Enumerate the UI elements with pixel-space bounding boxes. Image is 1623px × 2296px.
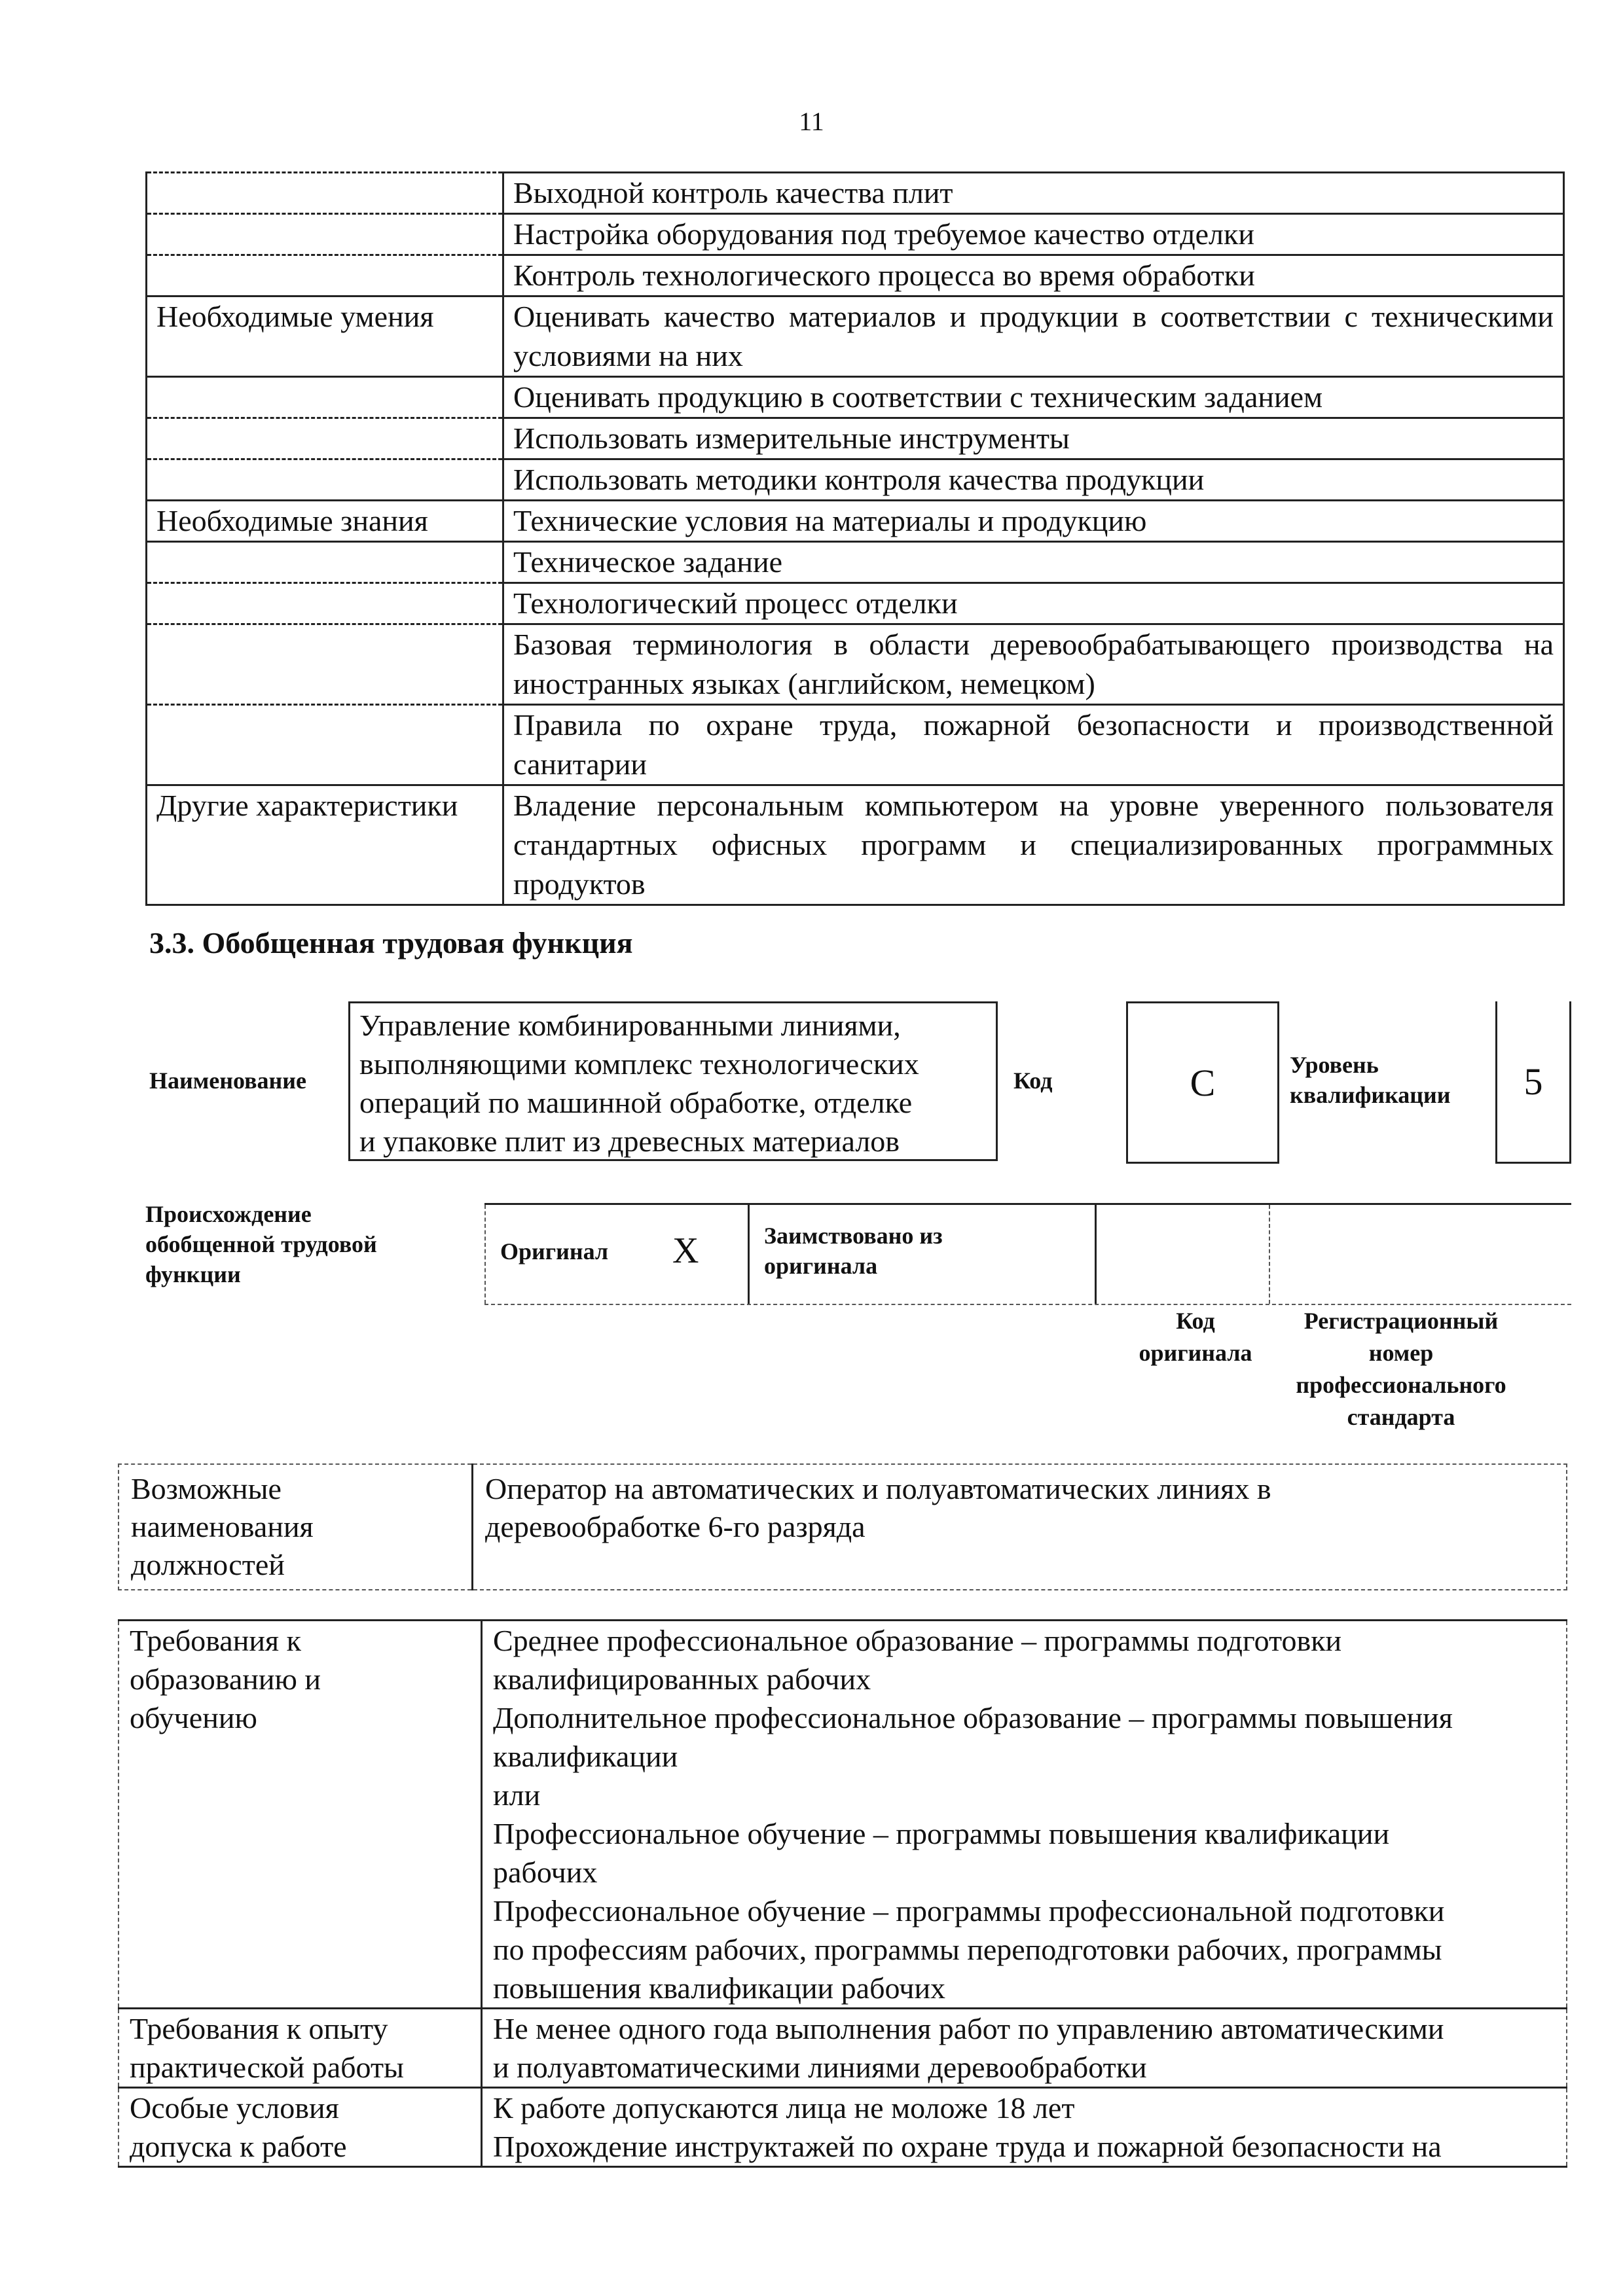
value-line: Среднее профессиональное образование – программы подготовки <box>493 1624 1342 1657</box>
caption-line: Регистрационный <box>1304 1308 1499 1334</box>
function-name-line: выполняющими комплекс технологических <box>359 1047 919 1081</box>
function-name-line: Управление комбинированными линиями, <box>359 1009 901 1042</box>
job-titles-label <box>119 1464 473 1590</box>
row-label: Необходимые знания <box>147 501 503 542</box>
caption-line: оригинала <box>1139 1340 1252 1366</box>
row-value: Выходной контроль качества плит <box>503 173 1564 214</box>
page-number: 11 <box>799 107 824 136</box>
row-value: Правила по охране труда, пожарной безопасности и производственной санитарии <box>503 705 1564 785</box>
borrowed-label-line: оригинала <box>764 1253 878 1279</box>
row-value: Владение персональным компьютером на уровне уверенного пользователя стандартных офисных программ и специализированных программных продуктов <box>503 785 1564 905</box>
caption-line: профессионального <box>1296 1372 1506 1398</box>
name-label: Наименование <box>149 1067 306 1094</box>
code-label: Код <box>1013 1067 1053 1094</box>
table-row <box>147 501 1564 542</box>
requirement-label <box>119 1621 482 2009</box>
table-row <box>147 377 1564 418</box>
registration-number-caption <box>1264 1305 1539 1433</box>
row-label <box>147 173 503 214</box>
origin-label-line: обобщенной трудовой <box>145 1231 377 1257</box>
value-line: Профессиональное обучение – программы повышения квалификации <box>493 1817 1390 1850</box>
original-label: Оригинал <box>500 1238 609 1265</box>
job-titles-table <box>118 1463 1567 1590</box>
value-line: рабочих <box>493 1856 598 1889</box>
row-label: Другие характеристики <box>147 785 503 905</box>
value-line: К работе допускаются лица не моложе 18 лет <box>493 2091 1075 2125</box>
job-titles-value <box>473 1464 1567 1590</box>
label-line: допуска к работе <box>130 2130 347 2163</box>
skills-knowledge-table <box>145 171 1565 906</box>
value-line: квалификации <box>493 1740 678 1773</box>
label-line: должностей <box>131 1548 285 1581</box>
requirement-value <box>482 2088 1567 2167</box>
function-name-line: операций по машинной обработке, отделке <box>359 1086 913 1119</box>
table-row <box>147 624 1564 705</box>
original-code-cell <box>1097 1205 1270 1304</box>
caption-line: стандарта <box>1347 1404 1455 1430</box>
value-line: деревообработке 6-го разряда <box>485 1510 866 1543</box>
label-line: образованию и <box>130 1662 321 1696</box>
original-cell <box>484 1205 750 1304</box>
requirement-value <box>482 1621 1567 2009</box>
level-label <box>1290 1050 1451 1110</box>
value-line: по профессиям рабочих, программы переподготовки рабочих, программы <box>493 1933 1442 1966</box>
row-label <box>147 418 503 459</box>
table-row <box>147 542 1564 583</box>
row-value: Оценивать продукцию в соответствии с техническим заданием <box>503 377 1564 418</box>
value-line: Прохождение инструктажей по охране труда и пожарной безопасности на <box>493 2130 1442 2163</box>
table-row <box>119 2088 1567 2167</box>
origin-label-line: Происхождение <box>145 1201 312 1227</box>
label-line: практической работы <box>130 2051 404 2084</box>
label-line: наименования <box>131 1510 314 1543</box>
row-value: Настройка оборудования под требуемое качество отделки <box>503 214 1564 255</box>
original-mark: X <box>672 1230 699 1271</box>
row-label <box>147 459 503 501</box>
requirement-label <box>119 2009 482 2088</box>
value-line: повышения квалификации рабочих <box>493 1971 946 2005</box>
table-row <box>147 418 1564 459</box>
row-label <box>147 255 503 296</box>
level-label-line: Уровень <box>1290 1052 1379 1078</box>
origin-row <box>484 1203 1571 1305</box>
origin-label-line: функции <box>145 1261 241 1287</box>
origin-label <box>145 1199 377 1289</box>
row-label <box>147 583 503 624</box>
row-label <box>147 705 503 785</box>
caption-line: номер <box>1368 1340 1434 1366</box>
row-value: Оценивать качество материалов и продукции в соответствии с техническими условиями на них <box>503 296 1564 377</box>
level-label-line: квалификации <box>1290 1082 1451 1108</box>
function-name-line: и упаковке плит из древесных материалов <box>359 1124 900 1158</box>
row-label <box>147 624 503 705</box>
label-line: Требования к <box>130 1624 301 1657</box>
row-label <box>147 542 503 583</box>
row-value: Техническое задание <box>503 542 1564 583</box>
value-line: Профессиональное обучение – программы профессиональной подготовки <box>493 1894 1445 1928</box>
label-line: обучению <box>130 1701 257 1734</box>
row-value: Использовать методики контроля качества продукции <box>503 459 1564 501</box>
value-line: и полуавтоматическими линиями деревообработки <box>493 2051 1147 2084</box>
value-line: Дополнительное профессиональное образование – программы повышения <box>493 1701 1453 1734</box>
value-line: квалифицированных рабочих <box>493 1662 871 1696</box>
borrowed-label-line: Заимствовано из <box>764 1223 943 1249</box>
borrowed-label <box>764 1221 943 1281</box>
requirements-table <box>118 1619 1567 2168</box>
registration-number-cell <box>1270 1205 1571 1304</box>
level-value-box: 5 <box>1495 1001 1571 1164</box>
table-row <box>147 785 1564 905</box>
table-row <box>147 459 1564 501</box>
row-label <box>147 377 503 418</box>
row-value: Технические условия на материалы и продукцию <box>503 501 1564 542</box>
label-line: Требования к опыту <box>130 2012 388 2045</box>
code-value-box: C <box>1126 1001 1279 1164</box>
table-row <box>147 255 1564 296</box>
row-label: Необходимые умения <box>147 296 503 377</box>
requirement-value <box>482 2009 1567 2088</box>
row-value: Использовать измерительные инструменты <box>503 418 1564 459</box>
row-value: Технологический процесс отделки <box>503 583 1564 624</box>
table-row <box>147 583 1564 624</box>
table-row <box>119 1464 1567 1590</box>
table-row <box>147 296 1564 377</box>
label-line: Особые условия <box>130 2091 339 2125</box>
table-row <box>147 214 1564 255</box>
table-row <box>119 1621 1567 2009</box>
section-heading: 3.3. Обобщенная трудовая функция <box>149 926 633 960</box>
value-line: Оператор на автоматических и полуавтоматических линиях в <box>485 1472 1271 1505</box>
label-line: Возможные <box>131 1472 282 1505</box>
row-value: Контроль технологического процесса во время обработки <box>503 255 1564 296</box>
table-row <box>147 705 1564 785</box>
borrowed-cell <box>750 1205 1097 1304</box>
table-row <box>119 2009 1567 2088</box>
caption-line: Код <box>1176 1308 1215 1334</box>
row-value: Базовая терминология в области деревообрабатывающего производства на иностранных языках (английском, немецком) <box>503 624 1564 705</box>
value-line: Не менее одного года выполнения работ по управлению автоматическими <box>493 2012 1444 2045</box>
value-line: или <box>493 1778 541 1812</box>
table-row <box>147 173 1564 214</box>
requirement-label <box>119 2088 482 2167</box>
function-name-box <box>348 1001 998 1161</box>
row-label <box>147 214 503 255</box>
